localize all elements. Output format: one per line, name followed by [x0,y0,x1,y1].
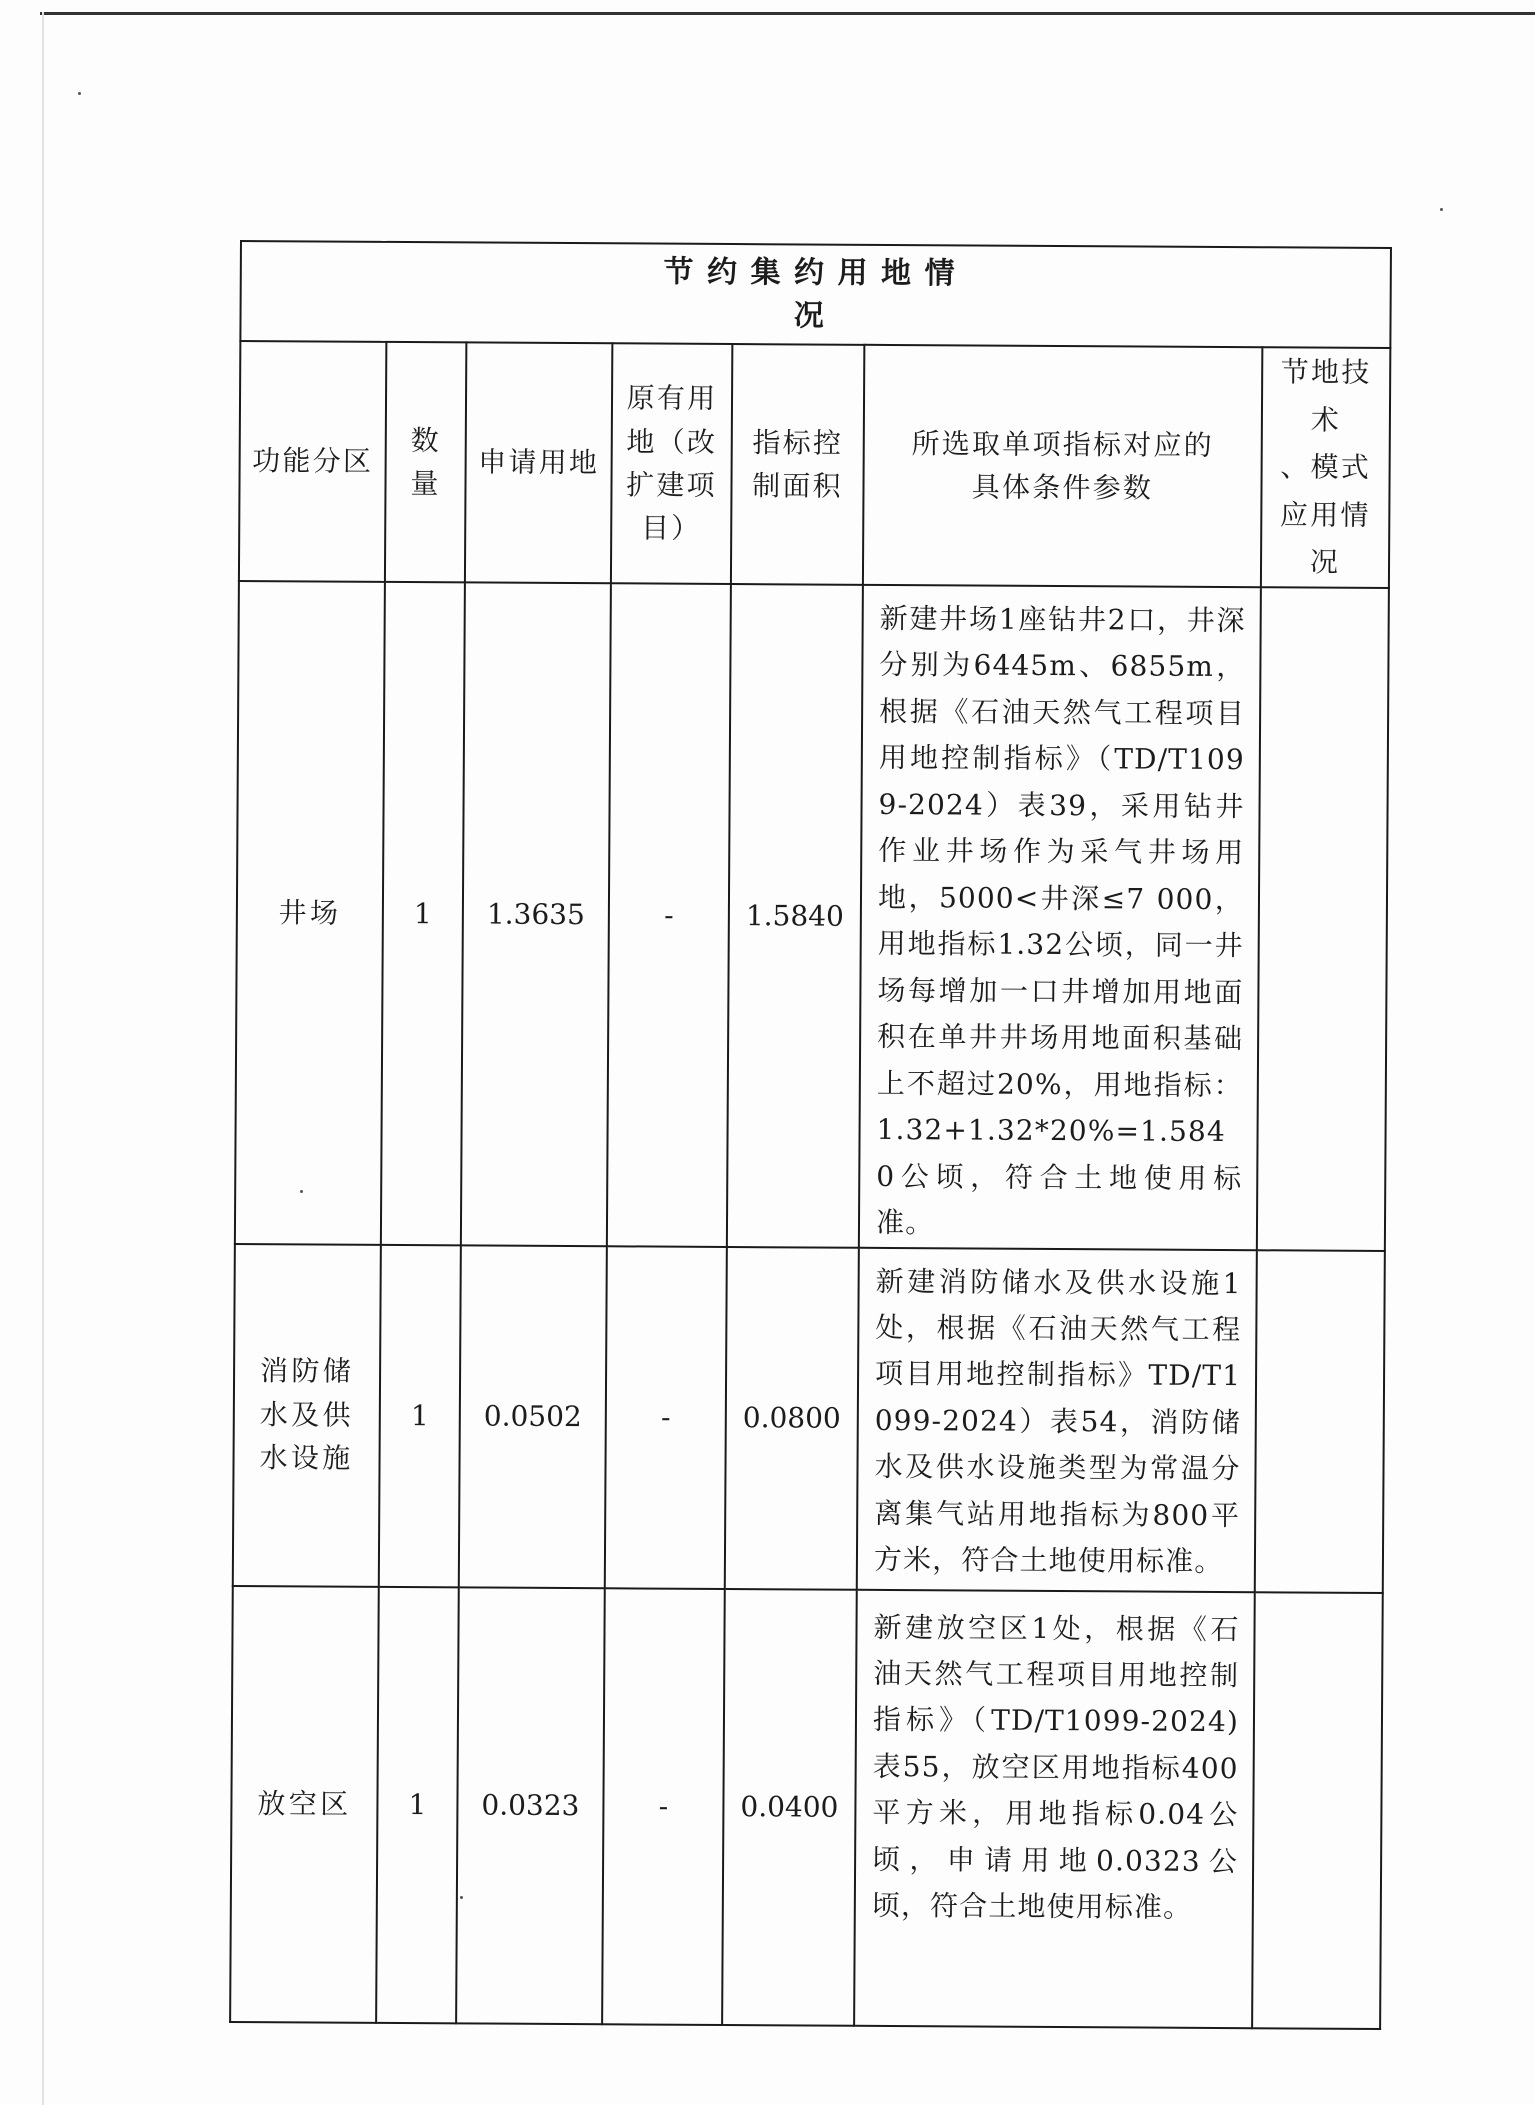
cell-quantity: 1 [381,582,465,1245]
cell-original-land: - [607,583,731,1246]
cell-zone: 井场 [235,581,385,1244]
cell-original-land: - [605,1246,727,1589]
cell-quantity: 1 [379,1244,461,1586]
cell-zone: 消防储水及供水设施 [233,1244,381,1587]
table-row [230,1586,1383,2029]
cell-params: 新建井场1座钻井2口，井深分别为6445m、6855m，根据《石油天然气工程项目用地控制指标》（TD/T1099-2024）表39，采用钻井作业井场作为采气井场用地，5000<井深≤7 000，用地指标1.32公顷，同一井场每增加一口井增加用地面积在单井井场用地面积基础上不超过20%，用地指标：1.32+1.32*20%=1.5840公顷，符合土地使用标准。 [859,585,1261,1250]
table-title-line2: 况 [793,298,838,334]
table-row [235,581,1389,1251]
cell-control-area: 0.0800 [725,1247,859,1590]
cell-params: 新建消防储水及供水设施1处，根据《石油天然气工程项目用地控制指标》TD/T1099-2024）表54，消防储水及供水设施类型为常温分离集气站用地指标为800平方米，符合土地使用标准。 [857,1247,1257,1591]
header-tech-line3: 应用情 [1279,498,1371,532]
table-title [240,241,1391,348]
table-row [233,1244,1385,1593]
cell-applied-land: 1.3635 [461,582,611,1245]
header-tech [1261,347,1390,588]
land-use-table [229,240,1392,2030]
table-header-row [239,341,1390,588]
header-control-area: 指标控制面积 [731,344,864,585]
header-original-land: 原有用地（改扩建项目） [611,343,732,584]
header-quantity: 数量 [385,342,466,582]
cell-tech [1255,1250,1385,1593]
header-tech-line2: 、模式 [1280,450,1372,485]
cell-applied-land: 0.0323 [456,1587,605,2024]
scan-edge-top [40,12,1535,15]
cell-control-area: 1.5840 [727,584,863,1247]
cell-tech [1257,587,1389,1250]
cell-control-area: 0.0400 [722,1589,857,2026]
scan-speck [78,92,81,95]
header-tech-line4: 况 [1309,545,1341,580]
header-zone: 功能分区 [239,341,386,582]
cell-quantity: 1 [376,1586,459,2022]
scan-speck [1440,208,1443,211]
scan-edge-left [42,12,44,2105]
table-title-line1: 节约集约用地情 [663,254,969,291]
header-tech-line1: 节地技术 [1280,355,1372,437]
header-applied-land: 申请用地 [465,342,612,583]
cell-applied-land: 0.0502 [459,1245,607,1588]
cell-tech [1252,1592,1383,2029]
header-params: 所选取单项指标对应的具体条件参数 [863,345,1262,587]
cell-original-land: - [602,1588,725,2025]
cell-zone: 放空区 [230,1586,379,2023]
cell-params: 新建放空区1处，根据《石油天然气工程项目用地控制指标》（TD/T1099-2024)表55，放空区用地指标400平方米，用地指标0.04公顷，申请用地0.0323公顷，符合土地使用标准。 [854,1589,1255,2027]
